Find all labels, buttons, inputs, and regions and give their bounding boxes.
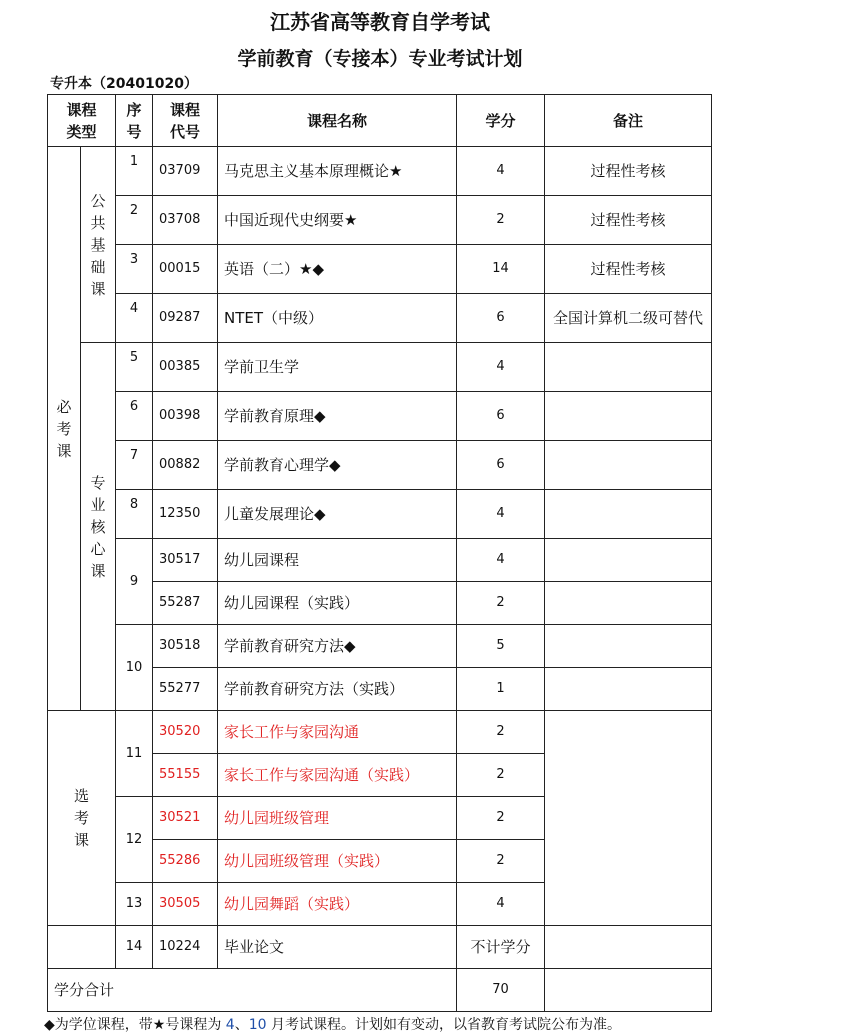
seq-cell: [116, 196, 153, 245]
code-cell: [153, 490, 218, 539]
remark-cell: [545, 245, 712, 294]
remark-cell: [545, 196, 712, 245]
code-cell: [153, 797, 218, 840]
header-code: 课程代号: [153, 95, 218, 147]
exam-plan-table: [47, 94, 712, 1012]
header-remark: 备注: [545, 95, 712, 147]
name-cell-text: 家长工作与家园沟通（实践）: [224, 766, 420, 784]
credits-cell: [457, 797, 545, 840]
total-row: [48, 969, 712, 1012]
remark-cell: [545, 343, 712, 392]
code-cell: [153, 926, 218, 969]
code-cell: [153, 245, 218, 294]
credits-cell: [457, 711, 545, 754]
seq-cell: [116, 392, 153, 441]
code-cell-text: 30517: [159, 552, 201, 567]
credits-cell-text: 6: [496, 408, 505, 423]
credits-cell: [457, 754, 545, 797]
group-required: [48, 147, 81, 711]
name-cell: [218, 245, 457, 294]
credits-cell-text: 4: [496, 359, 505, 374]
total-credits-text: 70: [492, 982, 509, 997]
table-row: [48, 343, 712, 392]
credits-cell-text: 4: [496, 896, 505, 911]
credits-cell-text: 2: [496, 853, 505, 868]
seq-cell-text: 6: [129, 399, 139, 414]
code-cell: [153, 539, 218, 582]
credits-cell-text: 4: [496, 552, 505, 567]
name-cell: [218, 196, 457, 245]
code-cell: [153, 196, 218, 245]
seq-cell-text: 10: [125, 659, 143, 675]
name-cell-text: 中国近现代史纲要★: [224, 211, 358, 229]
remark-cell: [545, 582, 712, 625]
group-public-text: 公共基础课: [90, 191, 106, 298]
code-cell-text: 55286: [159, 853, 201, 868]
credits-cell-text: 6: [496, 457, 505, 472]
code-cell: [153, 392, 218, 441]
footnote-month: 10: [248, 1017, 267, 1033]
header-row: [48, 95, 712, 147]
code-cell-text: 55287: [159, 595, 201, 610]
code-cell: [153, 343, 218, 392]
name-cell-text: 学前教育心理学◆: [224, 456, 341, 474]
code-cell: [153, 441, 218, 490]
code-cell: [153, 294, 218, 343]
credits-cell: [457, 441, 545, 490]
name-cell: [218, 343, 457, 392]
seq-cell-text: 12: [125, 831, 143, 847]
name-cell: [218, 625, 457, 668]
code-cell-text: 00882: [159, 457, 201, 472]
table-row: [48, 539, 712, 582]
name-cell: [218, 441, 457, 490]
seq-cell: [116, 441, 153, 490]
credits-cell: [457, 294, 545, 343]
table-row: [48, 711, 712, 754]
credits-cell-text: 2: [496, 810, 505, 825]
credits-cell: [457, 840, 545, 883]
credits-cell-text: 6: [496, 310, 505, 325]
table-row: [48, 294, 712, 343]
table-row: [48, 490, 712, 539]
code-cell-text: 30521: [159, 810, 201, 825]
seq-cell: [116, 245, 153, 294]
credits-cell-text: 1: [496, 681, 505, 696]
name-cell: [218, 668, 457, 711]
credits-cell-text: 2: [496, 724, 505, 739]
table-row: [48, 625, 712, 668]
remark-cell: [545, 539, 712, 582]
remark-cell-text: 过程性考核: [590, 259, 666, 278]
code-cell-text: 00385: [159, 359, 201, 374]
seq-cell-text: 8: [129, 497, 139, 512]
name-cell-text: 学前教育研究方法（实践）: [224, 680, 405, 698]
name-cell-text: 儿童发展理论◆: [224, 505, 326, 523]
program-code: 专升本（20401020）: [50, 76, 198, 92]
code-cell-text: 55277: [159, 681, 201, 696]
seq-cell-text: 7: [129, 448, 139, 463]
name-cell: [218, 294, 457, 343]
credits-cell-text: 14: [492, 261, 509, 276]
credits-cell: [457, 883, 545, 926]
name-cell-text: 幼儿园班级管理（实践）: [224, 852, 390, 870]
name-cell: [218, 147, 457, 196]
name-cell: [218, 840, 457, 883]
code-cell: [153, 883, 218, 926]
remark-cell: [545, 668, 712, 711]
name-cell: [218, 490, 457, 539]
remark-cell: [545, 147, 712, 196]
remark-cell: [545, 711, 712, 926]
group-core-text: 专业核心课: [90, 473, 106, 580]
seq-cell: [116, 625, 153, 711]
credits-cell-text: 4: [496, 506, 505, 521]
remark-cell: [545, 926, 712, 969]
credits-cell: [457, 625, 545, 668]
name-cell-text: 幼儿园班级管理: [224, 809, 330, 827]
credits-cell: [457, 196, 545, 245]
header-type: 课程类型: [48, 95, 116, 147]
group-public: [81, 147, 116, 343]
seq-cell: [116, 490, 153, 539]
remark-cell-text: 过程性考核: [590, 210, 666, 229]
code-cell-text: 12350: [159, 506, 201, 521]
name-cell-text: 学前教育原理◆: [224, 407, 326, 425]
seq-cell: [116, 343, 153, 392]
credits-cell: [457, 926, 545, 969]
table-row: [48, 392, 712, 441]
credits-cell-text: 2: [496, 595, 505, 610]
table-row: [48, 147, 712, 196]
group-elective-text: 选考课: [74, 787, 90, 849]
table-row: [48, 196, 712, 245]
footnote-text: 月考试课程。计划如有变动，以省教育考试院公布为准。: [266, 1017, 621, 1033]
group-core: [81, 343, 116, 711]
code-cell: [153, 711, 218, 754]
seq-cell-text: 13: [125, 896, 143, 911]
name-cell-text: NTET（中级）: [224, 309, 324, 327]
seq-cell-text: 4: [129, 301, 139, 316]
credits-cell: [457, 582, 545, 625]
name-cell: [218, 754, 457, 797]
credits-cell: [457, 343, 545, 392]
credits-cell: [457, 147, 545, 196]
footnote-text: 、: [234, 1017, 249, 1033]
header-seq: 序号: [116, 95, 153, 147]
code-cell-text: 03709: [159, 163, 201, 178]
credits-cell: [457, 490, 545, 539]
name-cell: [218, 926, 457, 969]
seq-cell: [116, 797, 153, 883]
code-cell: [153, 754, 218, 797]
credits-cell-text: 2: [496, 212, 505, 227]
name-cell: [218, 582, 457, 625]
remark-cell: [545, 490, 712, 539]
code-cell: [153, 582, 218, 625]
code-cell: [153, 147, 218, 196]
name-cell-text: 幼儿园课程（实践）: [224, 594, 360, 612]
name-cell-text: 幼儿园舞蹈（实践）: [224, 895, 360, 913]
name-cell: [218, 797, 457, 840]
seq-cell-text: 14: [125, 939, 143, 954]
remark-cell: [545, 441, 712, 490]
seq-cell: [116, 883, 153, 926]
footnote-text: ◆为学位课程，带★号课程为: [44, 1017, 226, 1033]
seq-cell-text: 3: [129, 252, 139, 267]
seq-cell: [116, 294, 153, 343]
seq-cell: [116, 539, 153, 625]
name-cell: [218, 711, 457, 754]
credits-cell-text: 不计学分: [470, 938, 531, 956]
table-row: [48, 926, 712, 969]
table-row: [48, 441, 712, 490]
footnote-month: 4: [225, 1017, 235, 1033]
seq-cell: [116, 147, 153, 196]
code-cell-text: 30518: [159, 638, 201, 653]
remark-cell: [545, 294, 712, 343]
code-cell: [153, 668, 218, 711]
name-cell-text: 家长工作与家园沟通: [224, 723, 360, 741]
credits-cell: [457, 668, 545, 711]
remark-cell: [545, 392, 712, 441]
remark-cell: [545, 969, 712, 1012]
seq-cell-text: 9: [129, 573, 139, 589]
remark-cell-text: 全国计算机二级可替代: [553, 308, 704, 327]
name-cell-text: 马克思主义基本原理概论★: [224, 162, 403, 180]
code-cell-text: 09287: [159, 310, 201, 325]
remark-cell: [545, 625, 712, 668]
group-required-text: 必考课: [56, 397, 72, 460]
code-cell: [153, 625, 218, 668]
code-cell-text: 30520: [159, 724, 201, 739]
group-empty: [48, 926, 116, 969]
seq-cell: [116, 711, 153, 797]
seq-cell-text: 1: [129, 154, 139, 169]
code-cell-text: 03708: [159, 212, 201, 227]
remark-cell-text: 过程性考核: [590, 161, 666, 180]
name-cell-text: 英语（二）★◆: [224, 260, 324, 278]
footnote: [44, 1015, 824, 1035]
code-cell: [153, 840, 218, 883]
credits-cell-text: 5: [496, 638, 505, 653]
total-credits: [457, 969, 545, 1012]
seq-cell-text: 2: [129, 203, 139, 218]
code-cell-text: 30505: [159, 896, 201, 911]
credits-cell: [457, 245, 545, 294]
name-cell: [218, 392, 457, 441]
table-row: [48, 245, 712, 294]
code-cell-text: 00015: [159, 261, 201, 276]
code-cell-text: 10224: [159, 939, 201, 954]
credits-cell: [457, 392, 545, 441]
group-elective: [48, 711, 116, 926]
credits-cell: [457, 539, 545, 582]
document-subtitle: 学前教育（专接本）专业考试计划: [237, 48, 523, 70]
name-cell: [218, 883, 457, 926]
document-title: 江苏省高等教育自学考试: [270, 10, 490, 34]
name-cell-text: 学前教育研究方法◆: [224, 637, 356, 655]
name-cell: [218, 539, 457, 582]
total-label: [48, 969, 457, 1012]
code-cell-text: 00398: [159, 408, 201, 423]
header-credits: 学分: [457, 95, 545, 147]
name-cell-text: 毕业论文: [224, 938, 285, 956]
name-cell-text: 学前卫生学: [224, 358, 300, 376]
total-label-text: 学分合计: [54, 981, 115, 999]
seq-cell: [116, 926, 153, 969]
name-cell-text: 幼儿园课程: [224, 551, 300, 569]
header-name: 课程名称: [218, 95, 457, 147]
code-cell-text: 55155: [159, 767, 201, 782]
seq-cell-text: 5: [129, 350, 139, 365]
credits-cell-text: 2: [496, 767, 505, 782]
credits-cell-text: 4: [496, 163, 505, 178]
seq-cell-text: 11: [125, 745, 143, 761]
